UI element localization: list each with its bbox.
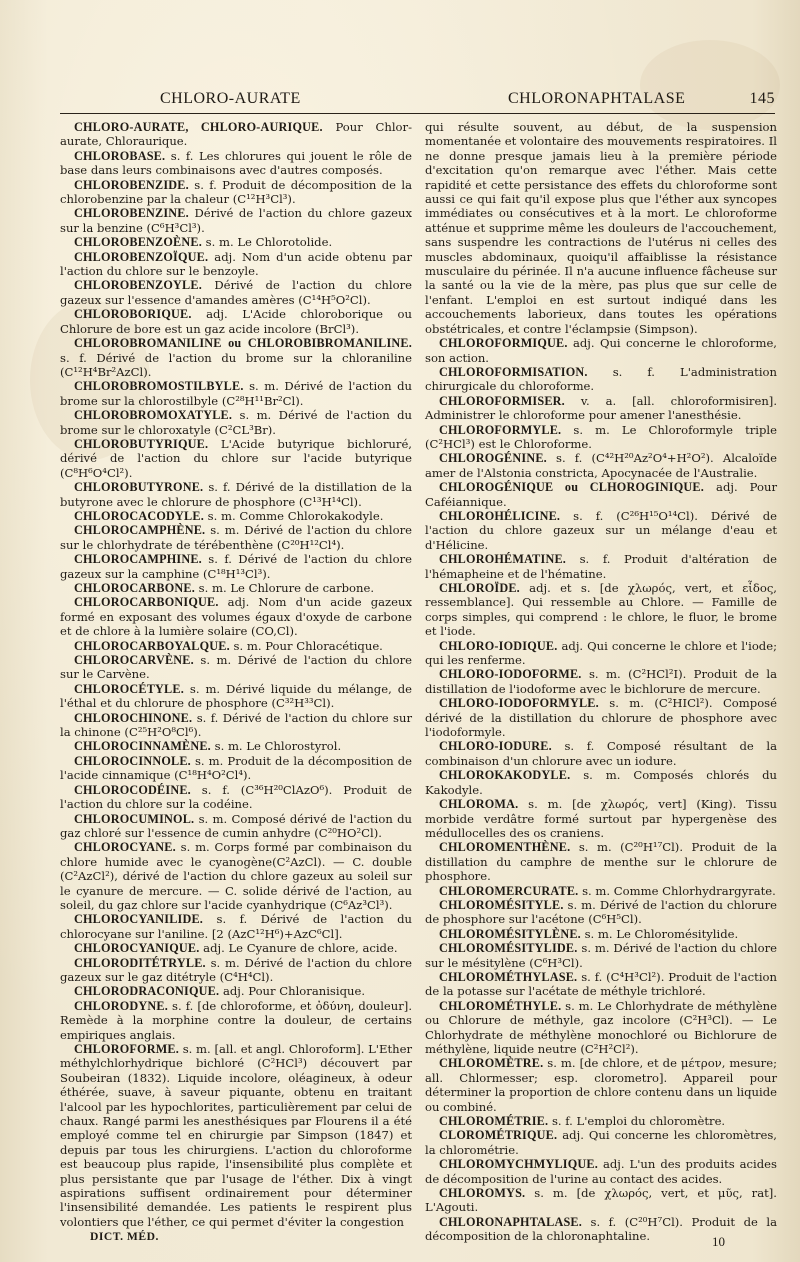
entry-headword: CHLOROCYANE. (74, 840, 176, 855)
dictionary-entry (60, 754, 412, 783)
entry-headword: CHLOROBORIQUE. (74, 307, 192, 322)
entry-headword: CHLOROMÉTRIE. (439, 1114, 549, 1129)
dictionary-entry (60, 999, 412, 1042)
dictionary-entry (60, 984, 412, 998)
dictionary-entry (60, 523, 412, 552)
entry-definition: adj. L'un des produits acides de décomposition de l'urine au contact des acides. (425, 1157, 777, 1186)
entry-definition: adj. Qui concerne les chloromètres, la chlorométrie. (425, 1128, 777, 1157)
entry-headword: CHLOROHÉLICINE. (439, 508, 561, 523)
dictionary-entry (60, 552, 412, 581)
dictionary-entry (60, 408, 412, 437)
entry-definition: s. m. Dérivé de l'action du chlore gazeux sur le gaz ditétryle (C⁴H⁴Cl). (60, 955, 412, 984)
entry-headword: CHLORO-IODOFORMYLE. (439, 696, 599, 711)
entry-headword: CHLOROBENZOÈNE. (74, 235, 202, 250)
dictionary-entry (60, 812, 412, 841)
entry-headword: CHLOROHÉMATINE. (439, 552, 567, 567)
entry-definition: s. f. L'administration chirurgicale du chloroforme. (425, 364, 777, 394)
entry-definition: s. m. Produit de la décomposition de l'acide cinnamique (C¹⁸H⁴O²Cl⁴). (60, 753, 412, 783)
footer-signature: DICT. MÉD. (90, 1230, 159, 1243)
entry-definition: Pour Chlor-aurate, Chloraurique. (60, 120, 412, 149)
header-left-title: CHLORO-AURATE (160, 90, 301, 107)
entry-headword: CHLOROMERCURATE. (439, 883, 579, 898)
entry-headword: CHLORODITÉTRYLE. (74, 955, 206, 970)
dictionary-entry (425, 667, 777, 696)
entry-definition: s. m. Le Chlorure de carbone. (194, 581, 375, 595)
dictionary-entry (60, 682, 412, 711)
dictionary-entry (425, 1128, 777, 1157)
entry-definition: s. f. Dérivé de l'action du brome sur la chloraniline (C¹²H⁴Br²AzCl). (60, 350, 412, 379)
entry-headword: CHLOROCACODYLE. (74, 508, 204, 523)
entry-definition: s. m. Dérivé de l'action du chlore sur le chlorhydrate de térébenthène (C²⁰H¹²Cl⁴). (60, 523, 412, 552)
entry-definition: s. f. [de chloroforme, et ὀδύνη, douleur]. Remède à la morphine contre la douleur, de certains empiriques anglais. (60, 998, 412, 1042)
entry-headword: CHLOROMENTHÈNE. (439, 840, 571, 855)
dictionary-entry (425, 696, 777, 739)
entry-definition: adj. Nom d'un acide obtenu par l'action du chlore sur le benzoyle. (60, 249, 412, 279)
entry-definition: s. m. Le Chloroformyle triple (C²HCl³) est le Chloroforme. (425, 422, 777, 451)
entry-definition: s. f. (C³⁶H²⁰ClAzO⁶). Produit de l'action du chlore sur la codéine. (60, 782, 412, 812)
entry-definition: s. f. (C²⁰H⁷Cl). Produit de la décomposition de la chloronaphtaline. (425, 1214, 777, 1244)
header-rule (60, 113, 775, 114)
dictionary-entry (425, 394, 777, 423)
entry-headword: CHLOROFORMISER. (439, 393, 565, 408)
dictionary-entry (425, 898, 777, 927)
dictionary-entry (60, 149, 412, 178)
entry-definition: s. m. Dérivé de l'action du brome sur le chloroxatyle (C²CL³Br). (60, 408, 412, 437)
entry-headword: CHLORO-AURATE, CHLORO-AURIQUE. (74, 120, 323, 134)
entry-headword: CHLOROCARVÈNE. (74, 653, 194, 668)
entry-definition: s. m. Comme Chlorokakodyle. (203, 508, 384, 523)
dictionary-entry (60, 912, 412, 941)
dictionary-entry (60, 581, 412, 595)
dictionary-entry (60, 653, 412, 682)
entry-definition: s. m. [de chlore, et de μέτρον, mesure; all. Chlormesser; esp. clorometro]. Appareil pour déterminer la proportion de chlore contenu dans un liquide ou combiné. (425, 1056, 777, 1114)
entry-headword: CHLOROCINNAMÈNE. (74, 739, 211, 754)
entry-headword: CHLOROBROMOSTILBYLE. (74, 379, 244, 394)
entry-definition: s. f. Produit de décomposition de la chlorobenzine par la chaleur (C¹²H³Cl³). (60, 177, 412, 207)
entry-headword: CHLOROCAMPHINE. (74, 552, 202, 567)
dictionary-entry (425, 1186, 777, 1215)
entry-headword: CHLOROMÉSITYLE. (439, 897, 564, 912)
entry-headword: CHLOROFORMISATION. (439, 364, 588, 379)
entry-headword: CHLOROBUTYRIQUE. (74, 436, 209, 451)
dictionary-entry (60, 120, 412, 149)
entry-headword: CHLOROBUTYRONE. (74, 480, 204, 495)
entry-headword: CHLOROÏDE. (439, 581, 520, 595)
entry-headword: CHLOROGÉNIQUE ou CLHOROGINIQUE. (439, 480, 704, 495)
entry-definition: s. m. Le Chlorostyrol. (210, 739, 342, 754)
entry-definition: s. m. Dérivé liquide du mélange, de l'éthal et du chlorure de phosphore (C³²H³³Cl). (60, 681, 412, 711)
dictionary-entry (60, 1042, 412, 1229)
entry-definition: Dérivé de l'action du chlore gazeux sur la benzine (C⁶H³Cl³). (60, 206, 412, 235)
entry-headword: CHLOROBROMANILINE ou CHLOROBIBROMANILINE. (74, 336, 412, 351)
dictionary-entry (425, 739, 777, 768)
entry-headword: CHLOROCODÉINE. (74, 782, 191, 797)
entry-definition: adj. Qui concerne le chloroforme, son action. (425, 336, 777, 365)
entry-headword: CHLOROCYANILIDE. (74, 912, 204, 927)
dictionary-entry (425, 999, 777, 1057)
entry-definition: s. f. Dérivé de la distillation de la butyrone avec le chlorure de phosphore (C¹³H¹⁴Cl). (60, 480, 412, 509)
dictionary-entry (425, 797, 777, 840)
entry-definition: adj. L'Acide chloroborique ou Chlorure de bore est un gaz acide incolore (BrCl³). (60, 307, 412, 336)
dictionary-entry (60, 278, 412, 307)
entry-definition: s. f. (C²⁶H¹⁵O¹⁴Cl). Dérivé de l'action du chlore gazeux sur un mélange d'eau et d'Hélicine. (425, 508, 777, 552)
entry-definition: adj. Le Cyanure de chlore, acide. (199, 941, 398, 956)
dictionary-entry (425, 639, 777, 668)
dictionary-entry (60, 840, 412, 912)
entry-headword: CHLORO-IODIQUE. (439, 638, 558, 653)
entry-definition: s. m. Le Chlorhydrate de méthylène ou Chlorure de méthyle, gaz incolore (C²H³Cl). — Le Chlorhydrate de méthylène monochloré ou Bichlorure de méthylène, liquide neutre (C²H²Cl²). (425, 998, 777, 1056)
header-right-title: CHLORONAPHTALASE (508, 90, 686, 107)
dictionary-entry (60, 783, 412, 812)
entry-definition: s. m. (C²HICl²). Composé dérivé de la distillation du chlorure de phosphore avec l'iodoformyle. (425, 696, 777, 740)
entry-definition: s. m. Corps formé par combinaison du chlore humide avec le cyanogène(C²AzCl). — C. double (C²AzCl²), dérivé de l'action du chlore gazeux au soleil sur le cyanure de mercure. — C. solide dérivé de l'action, au soleil, du gaz chlore sur l'acide cyanhydrique (C⁶Az³Cl³). (60, 840, 412, 912)
entry-definition: qui résulte souvent, au début, de la suspension momentanée et volontaire des mouvements respiratoires. Il ne donne presque jamais lieu à la première période d'excitation qu'on remarque avec l'éther. Mais cette rapidité et cette persistance des effets du chloroforme sont aussi ce qui fait qu'il expose plus que l'éther aux syncopes immédiates ou consécutives et à la mort. Le chloroforme atténue et supprime même les douleurs de l'accouchement, sans suspendre les contractions de l'utérus ni celles des muscles abdominaux, quoiqu'il affaiblisse la résistance musculaire du périnée. Il n'a aucune influence fâcheuse sur la santé ou la vie de la mère, pas plus que sur celle de l'enfant. L'emploi en est surtout indiqué dans les accouchements laborieux, dans toutes les opérations obstétricales, et contre l'éclampsie (Simpson). (425, 120, 777, 336)
dictionary-entry (425, 120, 777, 336)
dictionary-entry (425, 336, 777, 365)
entry-definition: s. f. Dérivé de l'action du chlore sur la chinone (C²⁵H²O⁸Cl⁶). (60, 710, 412, 740)
entry-definition: Dérivé de l'action du chlore gazeux sur l'essence d'amandes amères (C¹⁴H⁵O²Cl). (60, 278, 412, 307)
entry-definition: s. m. [de χλωρός, vert] (King). Tissu morbide verdâtre formé surtout par hypergenèse des médullocelles des os craniens. (425, 797, 777, 840)
dictionary-entry (60, 379, 412, 408)
dictionary-entry (60, 956, 412, 985)
entry-headword: CHLOROMÈTRE. (439, 1056, 544, 1071)
entry-definition: adj. Pour Caféiannique. (425, 480, 777, 509)
entry-headword: CHLORONAPHTALASE. (439, 1214, 583, 1229)
entry-headword: CHLOROMÉSITYLÈNE. (439, 926, 581, 941)
entry-headword: CHLOROFORMYLE. (439, 422, 562, 437)
dictionary-entry (425, 927, 777, 941)
entry-headword: CHLOROMÉTHYLASE. (439, 969, 578, 984)
entry-headword: CHLORODYNE. (74, 998, 168, 1013)
entry-definition: s. m. Comme Chlorhydrargyrate. (578, 883, 776, 898)
dictionary-entry (60, 639, 412, 653)
sheet-number: 10 (712, 1234, 725, 1249)
entry-headword: CHLORO-IODOFORME. (439, 667, 582, 682)
dictionary-entry (425, 768, 777, 797)
entry-definition: s. m. Le Chloromésitylide. (580, 926, 739, 941)
dictionary-entry (425, 552, 777, 581)
entry-headword: CHLORO-IODURE. (439, 739, 552, 754)
entry-headword: CHLOROCARBOYALQUE. (74, 638, 230, 653)
entry-headword: CHLOROFORME. (74, 1042, 179, 1056)
entry-headword: CHLOROKAKODYLE. (439, 768, 571, 783)
entry-headword: CHLOROBENZOÏQUE. (74, 249, 209, 264)
entry-headword: CHLOROBENZOYLE. (74, 278, 202, 293)
entry-definition: s. m. Composé dérivé de l'action du gaz chloré sur l'essence de cumin anhydre (C²⁰HO²Cl). (60, 811, 412, 840)
entry-definition: s. m. (C²⁰H¹⁷Cl). Produit de la distillation du camphre de menthe sur le chlorure de phosphore. (425, 840, 777, 884)
entry-headword: CHLOROCAMPHÈNE. (74, 523, 206, 538)
entry-definition: s. m. Dérivé de l'action du brome sur la chlorostilbyle (C²⁸H¹¹Br²Cl). (60, 379, 412, 408)
entry-definition: s. m. Le Chlorotolide. (201, 235, 333, 250)
entry-definition: adj. Nom d'un acide gazeux formé en exposant des volumes égaux d'oxyde de carbone et de chlore à la lumière solaire (CO,Cl). (60, 595, 412, 639)
dictionary-entry (425, 884, 777, 898)
dictionary-entry (425, 480, 777, 509)
entry-headword: CHLOROCYANIQUE. (74, 941, 200, 956)
dictionary-entry (425, 451, 777, 480)
dictionary-entry (60, 250, 412, 279)
entry-headword: CHLOROMÉTHYLE. (439, 998, 562, 1013)
dictionary-entry (60, 595, 412, 638)
entry-definition: s. m. Dérivé de l'action du chlore sur le Carvène. (60, 653, 412, 682)
dictionary-entry (425, 509, 777, 552)
entry-headword: CHLOROMYCHMYLIQUE. (439, 1157, 598, 1172)
entry-headword: CHLOROMA. (439, 797, 519, 812)
entry-definition: s. f. Dérivé de l'action du chlorocyane sur l'aniline. [2 (AzC¹²H⁶)+AzC⁶Cl]. (60, 912, 412, 941)
page-number: 145 (749, 90, 775, 107)
dictionary-entry (60, 307, 412, 336)
entry-headword: CHLOROCHINONE. (74, 710, 193, 725)
entry-headword: CHLOROFORMIQUE. (439, 336, 568, 351)
entry-headword: CHLOROMÉSITYLIDE. (439, 941, 578, 956)
entry-definition: s. f. (C⁴²H²⁰Az²O⁴+H²O²). Alcaloïde amer de l'Alstonia constricta, Apocynacée de l'Australie. (425, 451, 777, 480)
dictionary-entry (425, 365, 777, 394)
dictionary-entry (60, 206, 412, 235)
dictionary-entry (425, 970, 777, 999)
dictionary-entry (60, 336, 412, 379)
entry-headword: CHLOROCARBONIQUE. (74, 595, 219, 610)
entry-definition: s. m. Dérivé de l'action du chlore sur le mésitylène (C⁶H³Cl). (425, 941, 777, 970)
entry-headword: CHLOROCÉTYLE. (74, 681, 184, 696)
dictionary-entry (425, 941, 777, 970)
entry-headword: CHLORODRACONIQUE. (74, 984, 220, 999)
entry-definition: s. m. Pour Chloracétique. (229, 638, 383, 653)
entry-headword: CLOROMÉTRIQUE. (439, 1128, 558, 1143)
entry-definition: s. f. (C⁴H³Cl²). Produit de l'action de la potasse sur l'acétate de méthyle trichloré. (425, 969, 777, 999)
dictionary-entry (425, 581, 777, 639)
dictionary-entry (60, 941, 412, 955)
entry-definition: s. f. L'emploi du chloromètre. (548, 1114, 726, 1129)
entry-definition: s. m. (C²HCl²I). Produit de la distillation de l'iodoforme avec le bichlorure de mercure. (425, 667, 777, 696)
entry-definition: adj. Qui concerne le chlore et l'iode; qui les renferme. (425, 638, 777, 668)
entry-definition: s. m. [all. et angl. Chloroform]. L'Ether méthylchlorhydrique bichloré (C²HCl³) découvert par Soubeiran (1832). Liquide incolore, oléagineux, à odeur éthérée, suave, à saveur piquante, obtenu en traitant l'alcool par les hypochlorites, particulièrement par celui de chaux. Rangé parmi les anesthésiques par Flourens il a été employé comme tel en chirurgie par Simpson (1847) et depuis par tous les chirurgiens. L'action du chloroforme est beaucoup plus rapide, l'insensibilité plus complète et plus persistante que par l'usage de l'éther. Dix à vingt aspirations suffisent ordinairement pour déterminer l'insensibilité demandée. Les patients le respirent plus volontiers que l'éther, ce qui permet d'éviter la congestion (60, 1042, 412, 1229)
dictionary-entry (60, 480, 412, 509)
entry-headword: CHLOROCUMINOL. (74, 811, 195, 826)
entry-definition: v. a. [all. chloroformisiren]. Administrer le chloroforme pour amener l'anesthésie. (425, 393, 777, 423)
dictionary-entry (60, 739, 412, 753)
entry-definition: adj. Pour Chloranisique. (219, 984, 366, 999)
entry-definition: L'Acide butyrique bichloruré, dérivé de l'action du chlore sur l'acide butyrique (C⁸H⁶O⁴Cl²). (60, 436, 412, 480)
dictionary-entry (425, 1056, 777, 1114)
dictionary-entry (60, 509, 412, 523)
entry-definition: s. m. Dérivé de l'action du chlorure de phosphore sur l'acétone (C⁶H⁵Cl). (425, 897, 777, 927)
dictionary-entry (425, 1157, 777, 1186)
dictionary-entry (425, 423, 777, 452)
dictionary-entry (425, 1114, 777, 1128)
entry-headword: CHLOROCINNOLE. (74, 753, 191, 768)
entry-definition: adj. et s. [de χλωρός, vert, et εἶδος, ressemblance]. Qui ressemble au Chlore. — Famille de corps simples, qui comprend : le chlore, le fluor, le brome et l'iode. (425, 581, 777, 639)
entry-headword: CHLOROBENZINE. (74, 206, 189, 221)
dictionary-entry (425, 840, 777, 883)
entry-headword: CHLOROGÉNINE. (439, 451, 547, 466)
entry-definition: s. m. Composés chlorés du Kakodyle. (425, 768, 777, 797)
entry-headword: CHLOROBASE. (74, 148, 166, 163)
left-column (60, 120, 412, 1232)
entry-definition: s. f. Dérivé de l'action du chlore gazeux sur la camphine (C¹⁸H¹³Cl³). (60, 552, 412, 581)
dictionary-entry (60, 711, 412, 740)
entry-definition: s. f. Composé résultant de la combinaison d'un chlorure avec un iodure. (425, 739, 777, 768)
dictionary-entry (60, 178, 412, 207)
entry-definition: s. m. [de χλωρός, vert, et μῦς, rat]. L'Agouti. (425, 1186, 777, 1215)
entry-headword: CHLOROMYS. (439, 1186, 526, 1201)
entry-definition: s. f. Produit d'altération de l'hémapheine et de l'hématine. (425, 552, 777, 581)
entry-headword: CHLOROCARBONE. (74, 581, 195, 595)
entry-definition: s. f. Les chlorures qui jouent le rôle de base dans leurs combinaisons avec d'autres composés. (60, 148, 412, 178)
dictionary-entry (60, 235, 412, 249)
dictionary-entry (60, 437, 412, 480)
entry-headword: CHLOROBENZIDE. (74, 177, 189, 192)
entry-headword: CHLOROBROMOXATYLE. (74, 408, 233, 423)
paper-stain (640, 40, 780, 130)
